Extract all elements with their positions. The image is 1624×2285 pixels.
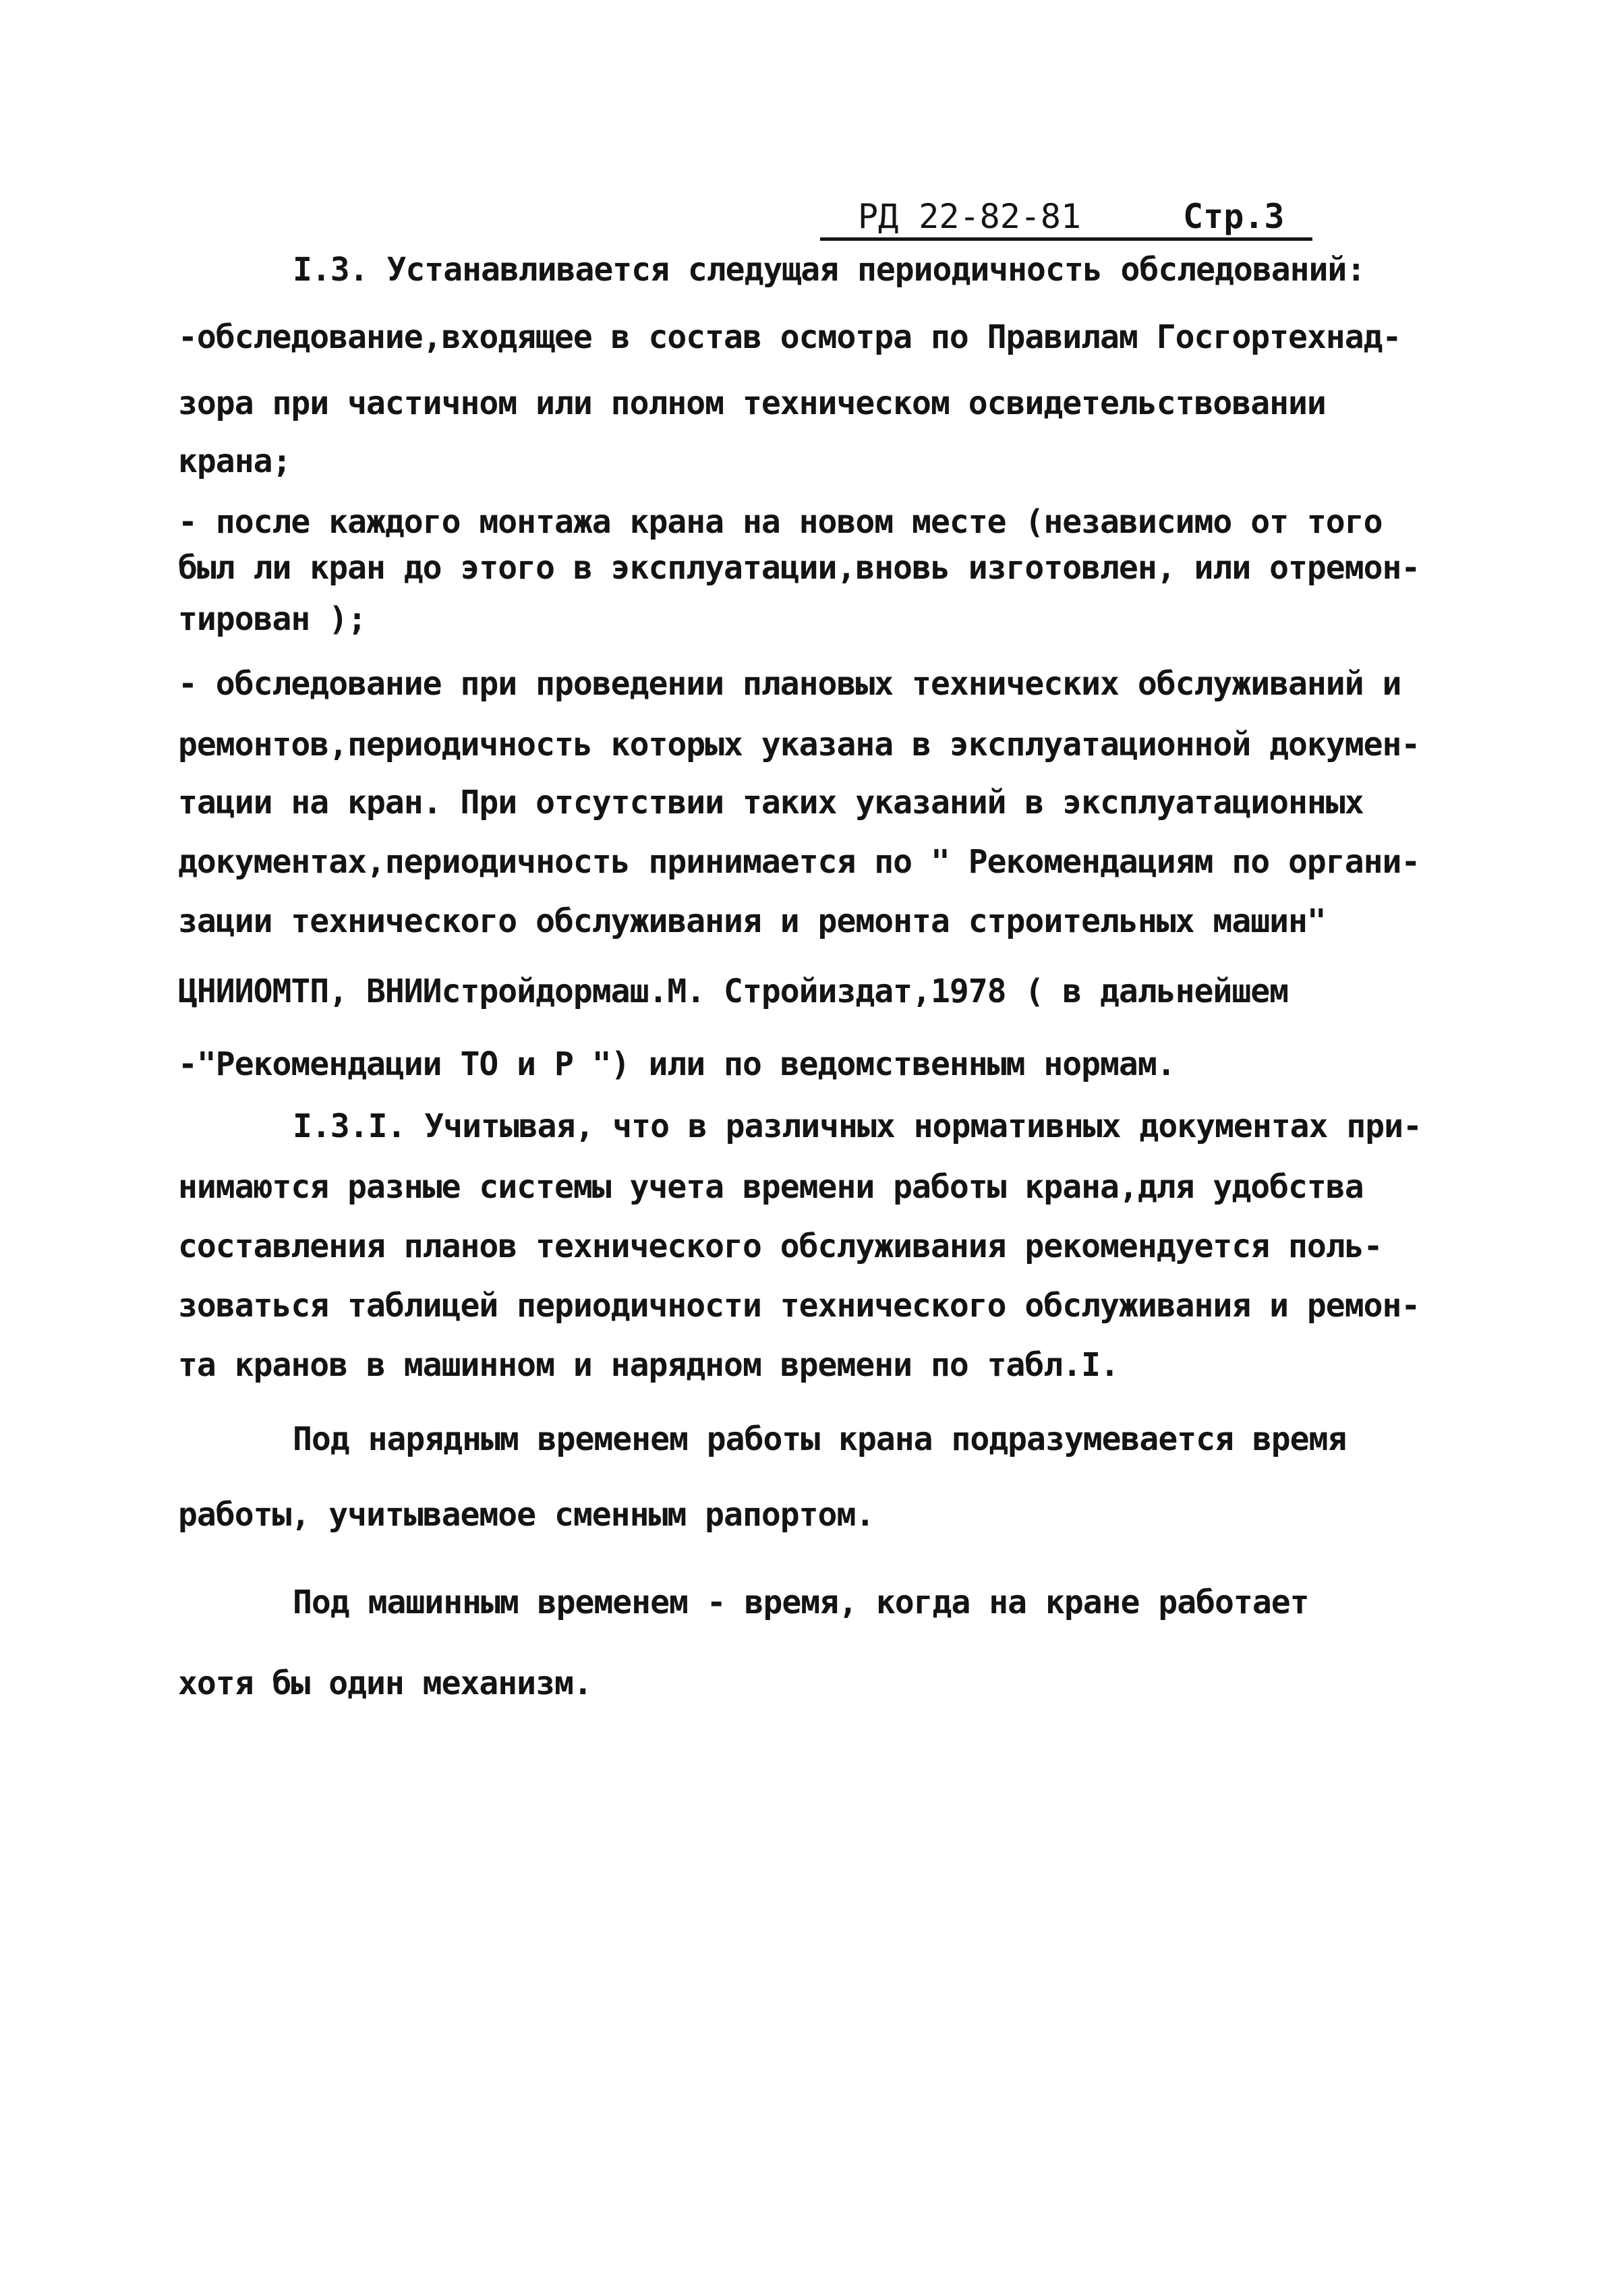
text-line: - после каждого монтажа крана на новом месте (независимо от того	[178, 503, 1383, 541]
text-line: нимаются разные системы учета времени работы крана,для удобства	[178, 1168, 1364, 1206]
text-line: зора при частичном или полном техническом освидетельствовании	[178, 384, 1326, 422]
page-number: Стр.3	[1183, 197, 1285, 236]
page-header	[820, 196, 1312, 241]
text-line: I.3. Устанавливается следущая периодичность обследований:	[293, 251, 1366, 289]
text-line: хотя бы один механизм.	[178, 1665, 592, 1702]
text-line: крана;	[178, 442, 291, 480]
text-line: зации технического обслуживания и ремонта строительных машин"	[178, 902, 1326, 940]
text-line: ремонтов,периодичность которых указана в эксплуатационной докумен-	[178, 726, 1420, 763]
text-line: зоваться таблицей периодичности технического обслуживания и ремон-	[178, 1287, 1420, 1325]
text-line: та кранов в машинном и нарядном времени по табл.I.	[178, 1346, 1119, 1384]
text-line: документах,периодичность принимается по " Рекомендациям по органи-	[178, 843, 1420, 881]
text-line: был ли кран до этого в эксплуатации,вновь изготовлен, или отремон-	[178, 549, 1420, 587]
text-line: тации на кран. При отсутствии таких указаний в эксплуатационных	[178, 784, 1364, 821]
text-line: -"Рекомендации ТО и Р ") или по ведомственным нормам.	[178, 1045, 1176, 1083]
text-line: - обследование при проведении плановых технических обслуживаний и	[178, 665, 1401, 703]
text-line: I.3.I. Учитывая, что в различных нормативных документах при-	[293, 1107, 1422, 1145]
text-line: составления планов технического обслуживания рекомендуется поль-	[178, 1227, 1383, 1265]
text-line: тирован );	[178, 600, 366, 638]
text-line: Под машинным временем - время, когда на кране работает	[293, 1584, 1309, 1621]
text-line: работы, учитываемое сменным рапортом.	[178, 1496, 875, 1534]
text-line: Под нарядным временем работы крана подразумевается время	[293, 1420, 1347, 1458]
text-line: -обследование,входящее в состав осмотра по Правилам Госгортехнад-	[178, 318, 1401, 356]
text-line: ЦНИИОМТП, ВНИИстройдормаш.М. Стройиздат,1978 ( в дальнейшем	[178, 973, 1289, 1010]
document-code: РД 22-82-81	[858, 197, 1082, 236]
